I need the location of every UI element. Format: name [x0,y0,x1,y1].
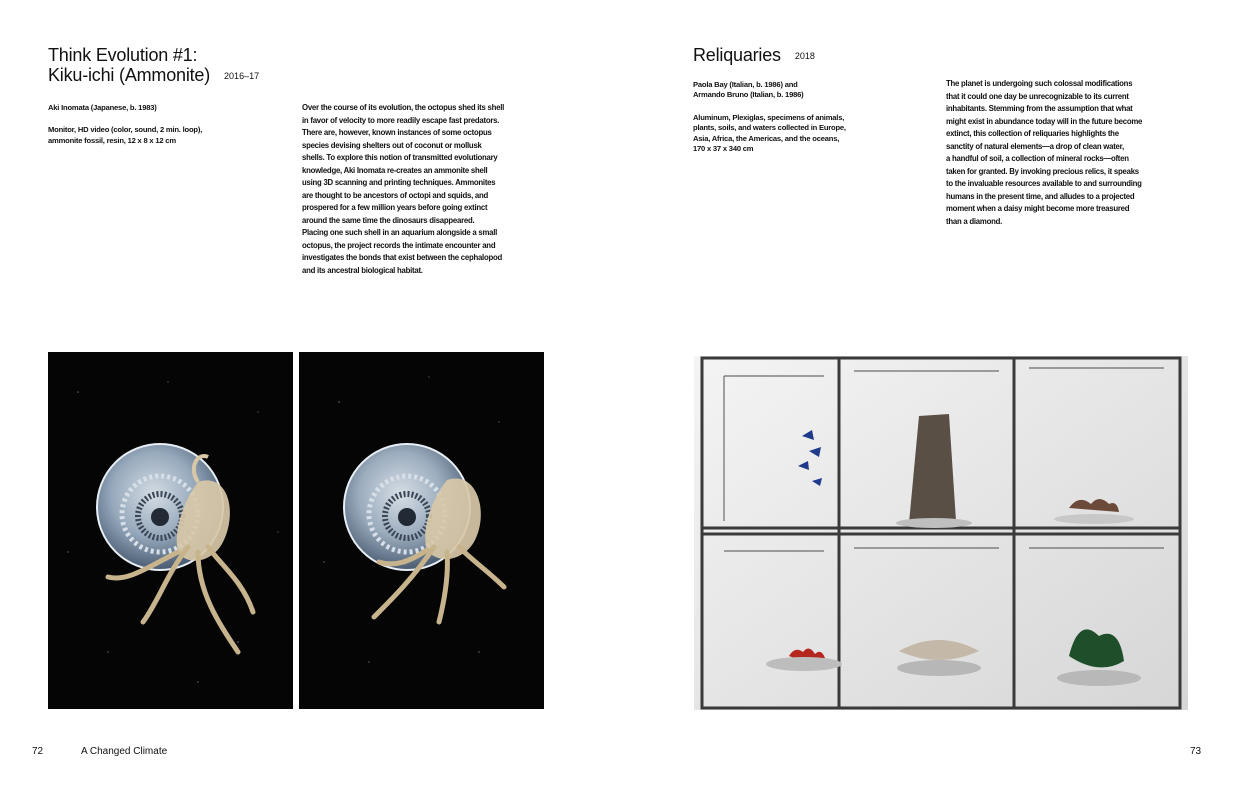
left-body-line: are thought to be ancestors of octopi and squids, and [302,190,489,200]
ammonite-photo-right [299,352,544,709]
left-body-line: in favor of velocity to more readily escape fast predators. [302,115,500,125]
right-body-line: sanctity of natural elements—a drop of clean water, [946,141,1124,151]
left-body-line: There are, however, known instances of some octopus [302,128,492,137]
left-title-block [48,45,259,88]
right-meta [693,80,913,166]
left-year: 2016–17 [224,71,260,81]
right-artists [693,80,913,101]
reliquaries-photo [694,356,1188,710]
right-body-line: to the invaluable resources available to and surrounding [946,179,1142,188]
right-body-line: a handful of soil, a collection of mineral rocks—often [946,154,1129,163]
right-title-text: Reliquaries [693,45,781,65]
left-page-number: 72 [32,746,44,757]
right-artists-line2: Armando Bruno (Italian, b. 1986) [693,90,804,100]
right-medium-line: Aluminum, Plexiglas, specimens of animals, [693,112,845,122]
right-body-line: humans in the present time, and alludes to a projected [946,191,1135,201]
left-medium [48,125,278,146]
left-body-line: investigates the bonds that exist between the cephalopod [302,253,503,262]
left-body-line: Placing one such shell in an aquarium alongside a small [302,228,498,237]
right-body-line: The planet is undergoing such colossal modifications [946,79,1133,88]
left-medium-line1: Monitor, HD video (color, sound, 2 min. loop), [48,125,203,135]
left-artist: Aki Inomata (Japanese, b. 1983) [48,103,157,112]
ammonite-illustration [299,352,544,709]
left-body-text [302,102,562,277]
right-title [693,45,815,68]
right-body-line: inhabitants. Stemming from the assumption that what [946,104,1133,113]
left-body-line: Over the course of its evolution, the octopus shed its shell [302,103,505,112]
running-title: A Changed Climate [81,746,168,757]
left-body-line: octopus, the project records the intimate encounter and [302,240,496,250]
left-title-line1: Think Evolution #1: [48,45,198,65]
right-body-line: extinct, this collection of reliquaries highlights the [946,129,1119,138]
left-body-line: and its ancestral biological habitat. [302,265,423,275]
right-year: 2018 [794,51,815,61]
left-title-line2-text: Kiku-ichi (Ammonite) [48,65,211,85]
left-title-line2 [48,65,259,88]
right-body-line: moment when a daisy might become more treasured [946,204,1130,213]
right-body-line: than a diamond. [946,216,1003,226]
right-page-number: 73 [1190,746,1202,757]
right-body-line: that it could one day be unrecognizable to its current [946,91,1129,101]
left-body-line: knowledge, Aki Inomata re-creates an ammonite shell [302,165,488,175]
right-body-text [946,78,1216,228]
right-medium-line: Asia, Africa, the Americas, and the oceans, [693,133,840,143]
left-body-line: prospered for a few million years before going extinct [302,203,488,212]
left-medium-line2: ammonite fossil, resin, 12 x 8 x 12 cm [48,135,176,145]
ammonite-photo-left [48,352,293,709]
right-artists-line1: Paola Bay (Italian, b. 1986) and [693,80,798,89]
left-body-line: species devising shelters out of coconut or mollusk [302,140,482,150]
ammonite-illustration [48,352,293,709]
left-body-line: using 3D scanning and printing techniques. Ammonites [302,178,496,187]
left-meta [48,103,278,158]
right-medium-line: 170 x 37 x 340 cm [693,144,754,154]
right-body-line: taken for granted. By invoking precious relics, it speaks [946,166,1139,176]
right-body-line: might exist in abundance today will in the future become [946,116,1143,126]
right-medium [693,113,913,155]
right-medium-line: plants, soils, and waters collected in Europe, [693,123,846,133]
left-body-line: shells. To explore this notion of transmitted evolutionary [302,153,498,162]
right-title-block [693,45,815,68]
left-body-line: around the same time the dinosaurs disappeared. [302,215,475,225]
reliquaries-illustration [694,356,1188,710]
